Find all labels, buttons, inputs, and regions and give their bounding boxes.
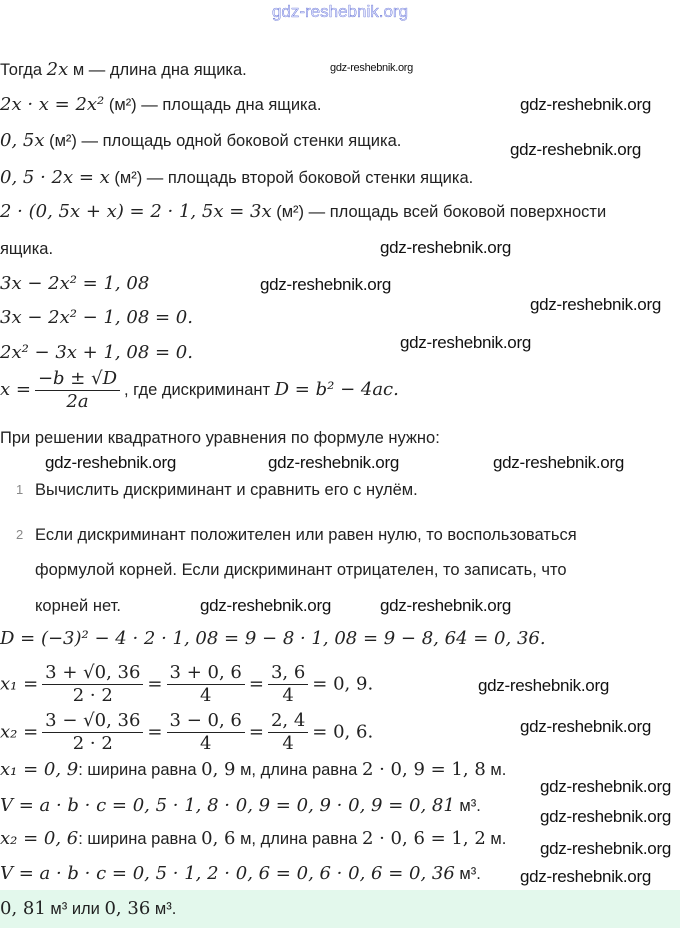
text: (м²) — площадь дна ящика. [104, 96, 322, 114]
answer-text [0, 897, 176, 921]
list-number: 1 [16, 482, 24, 497]
numerator: 3, 6 [268, 662, 308, 685]
text: : ширина равна [78, 830, 202, 848]
math: 0, 5 · 2x = x [0, 167, 110, 188]
case2-line [0, 827, 506, 851]
quadratic-formula-line [0, 368, 399, 413]
fraction [167, 662, 245, 707]
case1-line [0, 758, 506, 782]
denominator: 2 · 2 [72, 733, 113, 754]
text: м³. [454, 865, 481, 883]
fraction [167, 710, 245, 755]
x2-line: x₂ = $\frac{3 - √0, 36}{2 \cdot 2}$ = $\frac{3 - 0, 6}{4}$ = $\frac{2, 4}{4}$ = 0, 6. [0, 710, 374, 754]
numerator: 3 + 0, 6 [167, 662, 245, 685]
x1-line: x₁ = $\frac{3 + √0, 36}{2 \cdot 2}$ = $\frac{3 + 0, 6}{4}$ = $\frac{3, 6}{4}$ = 0, 9. [0, 662, 374, 706]
list-item-cont: формулой корней. Если дискриминант отрицателен, то записать, что [35, 561, 567, 579]
text: (м²) — площадь одной боковой стенки ящика. [44, 132, 402, 150]
watermark: gdz-reshebnik.org [520, 95, 651, 114]
text: м. [485, 761, 507, 779]
text: (м²) — площадь всей боковой поверхности [271, 203, 607, 221]
math: V = a · b · c = 0, 5 · 1, 8 · 0, 9 = 0, 9 · 0, 9 = 0, 81 [0, 795, 455, 816]
watermark: gdz-reshebnik.org [260, 275, 391, 294]
watermark: gdz-reshebnik.org [268, 453, 399, 472]
watermark: gdz-reshebnik.org [45, 453, 176, 472]
watermark: gdz-reshebnik.org [540, 839, 671, 858]
denominator: 2a [66, 391, 89, 412]
watermark: gdz-reshebnik.org [520, 867, 651, 886]
math: 2x · x = 2x² [0, 94, 105, 115]
watermark: gdz-reshebnik.org [200, 596, 331, 615]
denominator: 4 [199, 685, 212, 706]
math: 0, 5x [0, 130, 45, 151]
watermark: gdz-reshebnik.org [540, 807, 671, 826]
math-line: 3x − 2x² − 1, 08 = 0. [0, 307, 193, 328]
site-header-watermark[interactable]: gdz-reshebnik.org [271, 2, 409, 21]
math: 2 · (0, 5x + x) = 2 · 1, 5x = 3x [0, 201, 272, 222]
text-line [0, 93, 321, 117]
math: x₂ = 0, 6 [0, 828, 79, 849]
watermark: gdz-reshebnik.org [493, 453, 624, 472]
denominator: 4 [199, 733, 212, 754]
list-item: Если дискриминант положителен или равен нулю, то воспользоваться [35, 526, 577, 544]
math: = 0, 9. [312, 673, 374, 695]
math: V = a · b · c = 0, 5 · 1, 2 · 0, 6 = 0, 6 · 0, 6 = 0, 36 [0, 863, 455, 884]
math: x₁ = 0, 9 [0, 759, 79, 780]
fraction [42, 662, 143, 707]
text: : ширина равна [78, 761, 202, 779]
text: (м²) — площадь второй боковой стенки ящика. [109, 169, 474, 187]
watermark: gdz-reshebnik.org [400, 333, 531, 352]
text: м, длина равна [235, 761, 362, 779]
numerator: −b ± √D [35, 368, 120, 391]
math: x₂ = [0, 721, 39, 743]
numerator: 3 − √0, 36 [42, 710, 143, 733]
math: 0, 81 [0, 898, 46, 919]
text-line [0, 58, 247, 82]
fraction [268, 662, 308, 707]
math: 0, 9 [201, 759, 236, 780]
numerator: 2, 4 [268, 710, 308, 733]
volume2-line [0, 862, 481, 886]
fraction [35, 368, 120, 413]
text: м — длина дна ящика. [68, 61, 247, 79]
numerator: 3 − 0, 6 [167, 710, 245, 733]
text-line [0, 129, 401, 153]
discriminant-line: D = (−3)² − 4 · 2 · 1, 08 = 9 − 8 · 1, 08 = 9 − 8, 64 = 0, 36. [0, 628, 546, 649]
list-item-cont: корней нет. [35, 597, 121, 615]
math: 0, 6 [201, 828, 236, 849]
text: м. [485, 830, 507, 848]
watermark: gdz-reshebnik.org [530, 295, 661, 314]
math-line: 2x² − 3x + 1, 08 = 0. [0, 342, 193, 363]
math: 2x [46, 59, 69, 80]
math: = 0, 6. [312, 721, 374, 743]
watermark: gdz-reshebnik.org [380, 238, 511, 257]
math: 0, 36 [104, 898, 151, 919]
watermark: gdz-reshebnik.org [330, 62, 413, 74]
list-number: 2 [16, 527, 24, 542]
denominator: 4 [282, 733, 294, 754]
watermark: gdz-reshebnik.org [520, 717, 651, 736]
text: м, длина равна [235, 830, 362, 848]
math: x = [0, 378, 31, 400]
list-item: Вычислить дискриминант и сравнить его с нулём. [35, 481, 418, 499]
math: x₁ = [0, 673, 39, 695]
text: м³. [150, 900, 177, 918]
text: м³. [454, 797, 481, 815]
text-line: При решении квадратного уравнения по формуле нужно: [0, 429, 440, 447]
fraction [42, 710, 143, 755]
watermark: gdz-reshebnik.org [380, 596, 511, 615]
text: Тогда [0, 61, 47, 79]
denominator: 2 · 2 [72, 685, 113, 706]
watermark: gdz-reshebnik.org [478, 676, 609, 695]
volume1-line [0, 794, 481, 818]
denominator: 4 [282, 685, 294, 706]
text: , где дискриминант [124, 380, 275, 399]
text-line [0, 200, 606, 224]
text-line: ящика. [0, 240, 54, 258]
watermark: gdz-reshebnik.org [540, 777, 671, 796]
fraction [268, 710, 308, 755]
watermark: gdz-reshebnik.org [510, 140, 641, 159]
math: 2 · 0, 9 = 1, 8 [361, 759, 486, 780]
math: D = b² − 4ac. [274, 378, 399, 400]
numerator: 3 + √0, 36 [42, 662, 143, 685]
math-line: 3x − 2x² = 1, 08 [0, 273, 150, 294]
answer-box [0, 890, 680, 928]
text-line [0, 166, 473, 190]
text: м³ или [45, 900, 105, 918]
math: 2 · 0, 6 = 1, 2 [361, 828, 486, 849]
